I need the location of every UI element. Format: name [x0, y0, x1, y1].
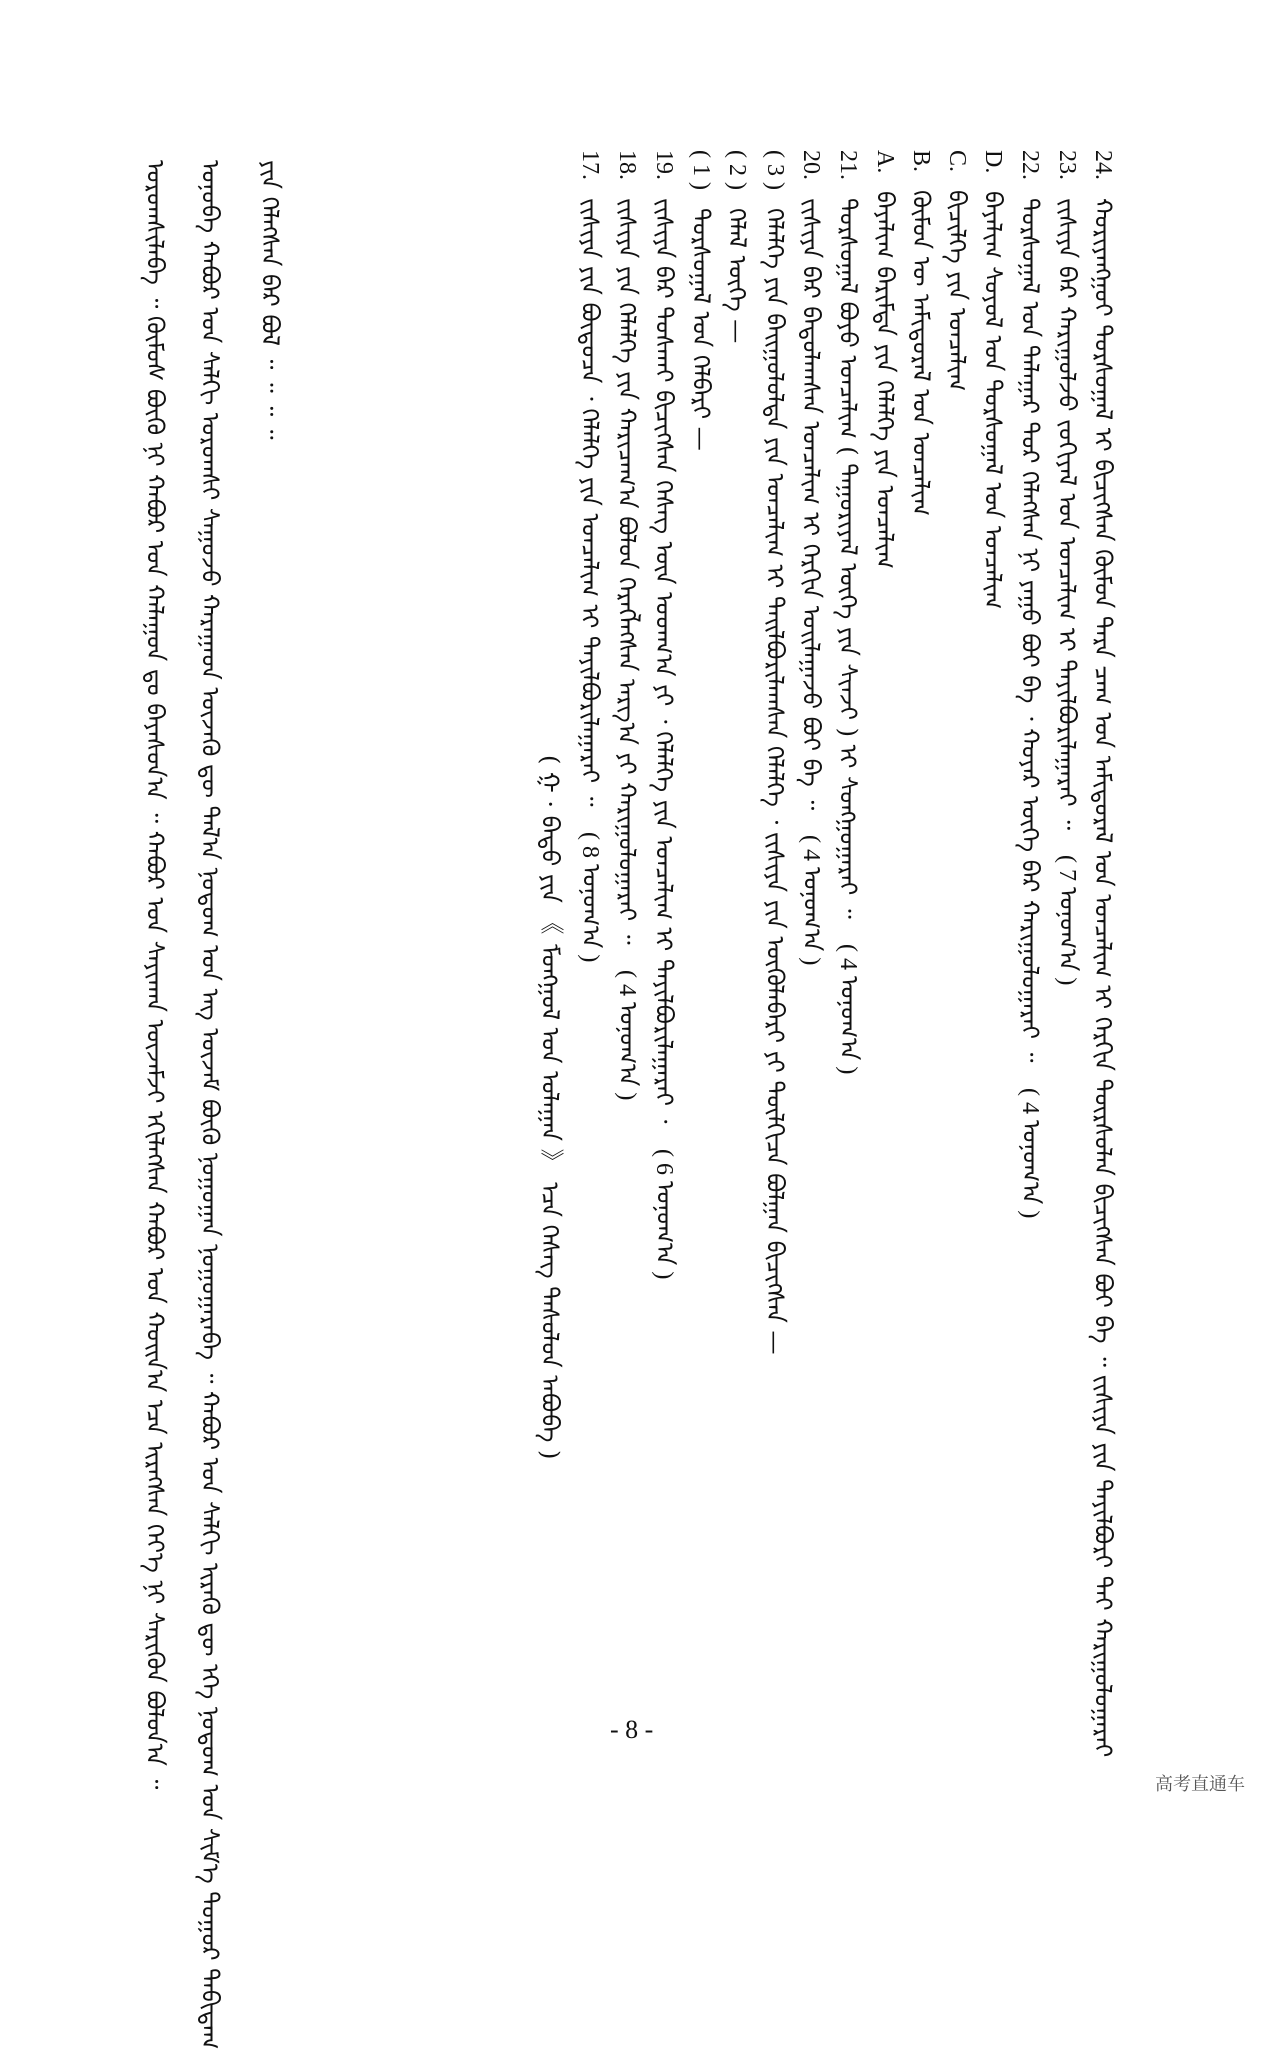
- option-letter: B.: [908, 150, 934, 173]
- sub-item-number: ( 3 ): [762, 150, 788, 190]
- option-d: [978, 150, 1008, 609]
- passage-line-2: ᠤᠨᠤᠪᠠ ᠬᠠᠪᠤᠷ ᠤᠨ ᠰᠠᠯᠬᠢ ᠤᠷᠤᠭᠰᠢ ᠰᠠᠭᠤᠵᠤ ᠬᠠᠷᠠᠭᠠᠳ ᠦᠵᠡᠬᠦ ᠳᠦ ᠲᠠᠯ᠎ᠠ ᠨᠤᠲᠤᠭ ᠤᠨ ᠡᠩ ᠦᠵᠡᠮ ᠪᠦᠬᠦ ᠨᠣᠭᠤᠭᠠᠨ ᠨᠣᠭᠤᠭᠠᠷᠠᠪᠠ ᠃ ᠬᠠᠪᠤᠷ ᠤᠨ ᠰᠠᠯᠬᠢ ᠢᠷᠡᠬᠦ ᠳᠦ ᠡᠬᠡ ᠨᠤᠲᠤᠭ ᠤᠨ ᠰᠢᠮ᠎ᠡ ᠳᠤᠭᠤᠷ ᠲᠠᠪᠢᠳᠠᠭ: [196, 160, 224, 2049]
- question-20: [796, 150, 826, 966]
- question-number: 20.: [798, 150, 824, 180]
- passage-line-3: ᠤᠷᠤᠭᠰᠢᠯᠠᠪᠠ ᠃ ᠬᠦᠮᠦᠰ ᠪᠦᠬᠦ ᠨᠢ ᠬᠠᠪᠤᠷ ᠤᠨ ᠬᠠᠯᠠᠭᠤᠨ ᠳᠤ ᠪᠠᠶᠠᠰᠤᠨ᠎ᠠ ᠃ ᠬᠠᠪᠤᠷ ᠤᠨ ᠰᠠᠶᠢᠬᠠᠨ ᠦᠵᠡᠮᠵᠢ ᠡᠬᠢᠯᠡᠭᠰᠡᠨ ᠬᠠᠪᠤᠷ ᠤᠨ ᠬᠣᠢᠨ᠎ᠠ ᠡᠴᠡ ᠢᠷᠡᠭᠰᠡᠨ ᠬᠡᠶ᠎ᠡ ᠨᠢ ᠰᠡᠷᠢᠭᠦᠨ ᠪᠤᠯᠤᠨ᠎ᠠ ᠃: [141, 160, 169, 1790]
- question-number: 23.: [1054, 150, 1080, 180]
- sub-item-2: [722, 150, 752, 343]
- option-letter: D.: [980, 150, 1006, 174]
- passage-line-1: ᠶᠢᠨ ᠬᠡᠯᠡᠭᠰᠡᠨ ᠪᠡᠷ ᠪᠣᠯ ᠃ ᠃ ᠃ ᠃: [256, 160, 284, 440]
- option-b: [906, 150, 936, 516]
- question-18: [612, 150, 642, 1100]
- passage-source: ( ᠭ · ᠪᠠᠲᠤ ᠶᠢᠨ 《 ᠮᠣᠩᠭᠣᠯ ᠤᠨ ᠤᠯᠠᠭᠠᠨ 》 ᠡᠴᠡ ᠬᠡᠰᠡᠭ ᠲᠠᠰᠤᠯᠤᠨ ᠠᠪᠤᠪᠠ ): [536, 755, 564, 1460]
- question-score: ( 4 ᠣᠨᠤᠭ᠎ᠠ ): [798, 835, 824, 966]
- question-number: 21.: [835, 150, 861, 180]
- question-number: 19.: [651, 150, 677, 180]
- watermark-text: 高考直通车: [1155, 1774, 1245, 1795]
- question-score: ( 7 ᠣᠨᠤᠭ᠎ᠠ ): [1054, 855, 1080, 986]
- question-24: [1088, 150, 1118, 1775]
- question-score: ( 4 ᠣᠨᠤᠭ᠎ᠠ ): [614, 969, 640, 1101]
- question-text: ᠳᠤᠷᠰᠤᠭᠠᠯ ᠤᠨ ᠲᠠᠯᠠᠭᠠᠷ ᠳᠤᠷ ᠬᠡᠯᠡᠭᠰᠡᠨ ᠨᠢ ᠶᠠᠭᠤ ᠪᠤᠢ ᠪᠡ ᠂ ᠬᠣᠶᠠᠷ ᠦᠭᠡ ᠪᠡᠷ ᠬᠠᠷᠢᠭᠤᠯᠤᠭᠠᠷᠠᠢ ᠃: [1016, 197, 1044, 1063]
- option-c: [942, 150, 972, 391]
- sub-item-text: ᠳᠤᠷᠰᠤᠭᠠᠯ ᠤᠨ ᠬᠡᠯᠪᠡᠷᠢ —: [687, 207, 715, 451]
- option-text: ᠬᠦᠮᠦᠨ ᠦ ᠠᠮᠢᠳᠤᠷᠠᠯ ᠤᠨ ᠤᠨᠴᠠᠯᠢᠭ: [907, 189, 935, 516]
- option-letter: A.: [872, 150, 898, 174]
- question-number: 17.: [577, 150, 603, 180]
- question-text: ᠬᠤᠷᠢᠶᠠᠩᠭᠤᠢ ᠳᠤᠷᠰᠤᠭᠠᠯ ᠢ ᠪᠢᠴᠢᠭᠰᠡᠨ ᠬᠦᠮᠦᠨ ᠲᠡᠷᠡ ᠴᠠᠭ ᠤᠨ ᠠᠮᠢᠳᠤᠷᠠᠯ ᠤᠨ ᠤᠨᠴᠠᠯᠢᠭ ᠢ ᠬᠡᠷᠬᠢᠨ ᠳᠦᠷᠰᠦᠯᠡᠨ ᠪᠢᠴᠢᠭᠰᠡᠨ ᠪᠤᠢ ᠪᠡ ᠃ ᠵᠢᠱᠢᠶᠡ ᠶᠢᠨ ᠲᠠᠶᠢᠯᠪᠤᠷᠢ ᠲᠠᠢ ᠬᠠᠷᠢᠭᠤᠯᠤᠭᠠᠷᠠᠢ: [1089, 197, 1117, 1757]
- option-letter: C.: [944, 150, 970, 173]
- question-text: ᠵᠢᠱᠢᠶᠡ ᠶᠢᠨ ᠬᠡᠯᠡᠯᠭᠡ ᠶᠢᠨ ᠬᠠᠷᠢᠴᠠᠭ᠎ᠠ ᠪᠤᠯᠤᠨ ᠬᠡᠷᠡᠭᠯᠡᠭᠰᠡᠨ ᠠᠷᠭ᠎ᠠ ᠶᠢ ᠬᠠᠷᠢᠭᠤᠯᠤᠭᠠᠷᠠᠢ ᠃: [613, 197, 641, 945]
- sub-item-3: [760, 150, 790, 1354]
- option-a: [870, 150, 900, 569]
- question-23: [1052, 150, 1082, 986]
- sub-item-text: ᠬᠡᠯᠡᠯ ᠦᠭᠡ —: [723, 207, 751, 343]
- option-text: ᠪᠠᠶᠠᠯᠢᠭ ᠪᠠᠷᠢᠮᠲᠠ ᠶᠢᠨ ᠬᠡᠯᠡᠯᠭᠡ ᠶᠢᠨ ᠤᠨᠴᠠᠯᠢᠭ: [871, 190, 899, 569]
- question-text: ᠳᠤᠷᠰᠤᠭᠠᠯ ᠪᠤᠶᠤ ᠤᠨᠴᠠᠯᠢᠭ ( ᠳᠠᠭᠤᠷᠢᠶᠠᠯ ᠦᠭᠡ ᠶᠢᠨ ᠰᠢᠨᠵᠢ ) ᠢ ᠰᠣᠩᠭᠣᠭᠠᠷᠠᠢ ᠃: [834, 197, 862, 919]
- question-21: [833, 150, 863, 1074]
- question-text: ᠵᠢᠱᠢᠶᠡ ᠪᠡᠷ ᠪᠠᠲᠤᠯᠠᠭᠰᠠᠨ ᠤᠨᠴᠠᠯᠢᠭ ᠢ ᠬᠡᠷᠬᠢᠨ ᠣᠢᠯᠠᠭᠠᠵᠤ ᠪᠤᠢ ᠪᠡ ᠃: [797, 197, 825, 810]
- question-19: [649, 150, 679, 1279]
- page-number: - 8 -: [610, 1715, 654, 1744]
- question-text: ᠵᠢᠱᠢᠶᠡ ᠶᠢᠨ ᠪᠦᠲᠦᠴᠡ ᠂ ᠬᠡᠯᠡᠯᠭᠡ ᠶᠢᠨ ᠤᠨᠴᠠᠯᠢᠭ ᠢ ᠲᠠᠶᠢᠯᠪᠤᠷᠢᠯᠠᠭᠠᠷᠠᠢ ᠃: [576, 197, 604, 807]
- question-text: ᠵᠢᠱᠢᠶᠡ ᠪᠡᠷ ᠲᠤᠰᠬᠠᠢ ᠪᠢᠴᠢᠭᠰᠡᠨ ᠬᠡᠰᠡᠭ ᠦᠨ ᠤᠳᠬ᠎ᠠ ᠶᠢ ᠂ ᠬᠡᠯᠡᠯᠭᠡ ᠶᠢᠨ ᠤᠨᠴᠠᠯᠢᠭ ᠢ ᠲᠠᠶᠢᠯᠪᠤᠷᠢᠯᠠᠭᠠᠷᠠᠢ ᠂: [650, 197, 678, 1124]
- question-score: ( 8 ᠣᠨᠤᠭ᠎ᠠ ): [577, 831, 603, 963]
- question-score: ( 4 ᠣᠨᠤᠭ᠎ᠠ ): [835, 944, 861, 1075]
- option-text: ᠪᠢᠴᠢᠯᠭᠡ ᠶᠢᠨ ᠤᠨᠴᠠᠯᠢᠭ: [943, 189, 971, 391]
- sub-item-number: ( 1 ): [688, 150, 714, 190]
- sub-item-1: [686, 150, 716, 450]
- question-score: ( 4 ᠣᠨᠤᠭ᠎ᠠ ): [1017, 1087, 1043, 1219]
- option-text: ᠪᠠᠶᠠᠯᠢᠭ ᠰᠣᠶᠣᠯ ᠤᠨ ᠳᠤᠷᠰᠤᠭᠠᠯ ᠤᠨ ᠤᠨᠴᠠᠯᠢᠭ: [979, 190, 1007, 610]
- question-text: ᠵᠢᠱᠢᠶᠡ ᠪᠡᠷ ᠬᠠᠷᠢᠭᠤᠯᠵᠤ ᠵᠤᠬᠢᠶᠠᠯ ᠤᠨ ᠤᠨᠴᠠᠯᠢᠭ ᠢ ᠲᠠᠶᠢᠯᠪᠤᠷᠢᠯᠠᠭᠠᠷᠠᠢ ᠃: [1053, 197, 1081, 830]
- question-22: [1015, 150, 1045, 1218]
- question-score: ( 6 ᠣᠨᠤᠭ᠎ᠠ ): [651, 1148, 677, 1280]
- question-number: 22.: [1017, 150, 1043, 180]
- question-17: [575, 150, 605, 962]
- sub-item-number: ( 2 ): [724, 150, 750, 190]
- sub-item-text: ᠬᠡᠯᠡᠯᠭᠡ ᠶᠢᠨ ᠪᠠᠢᠭᠤᠯᠤᠯᠲᠠ ᠶᠢᠨ ᠤᠨᠴᠠᠯᠢᠭ ᠢ ᠲᠠᠢᠯᠪᠤᠷᠢᠯᠠᠭᠰᠠᠨ ᠬᠡᠯᠡᠯᠭᠡ ᠂ ᠵᠢᠱᠢᠶᠡ ᠶᠢᠨ ᠦᠭᠦᠯᠡᠪᠡᠷᠢ ᠶᠢ ᠲᠦᠯᠬᠢᠴᠡ ᠪᠤᠯᠭᠠᠨ ᠪᠢᠴᠢᠭᠰᠡᠨ —: [761, 207, 789, 1355]
- question-number: 18.: [614, 150, 640, 180]
- question-number: 24.: [1090, 150, 1116, 180]
